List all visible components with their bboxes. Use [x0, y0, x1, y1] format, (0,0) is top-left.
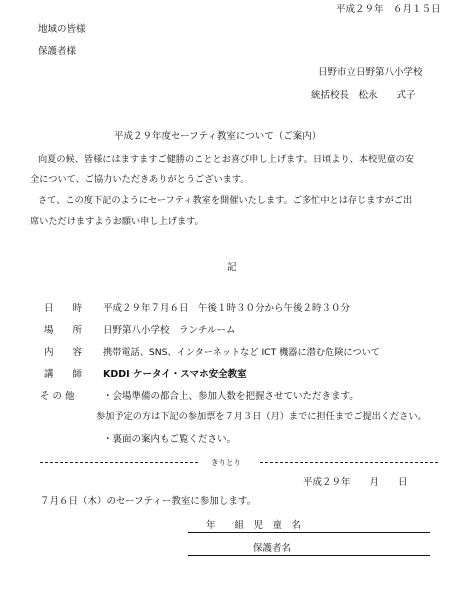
- cut-line-right: [260, 462, 438, 463]
- place-label: 場 所: [44, 325, 83, 336]
- slip-date: 平成２９年 月 日: [303, 477, 408, 488]
- paragraph-1-line-1: 向夏の候、皆様にはますますご健勝のこととお喜び申し上げます。日頃より、本校児童の安: [38, 154, 414, 165]
- place-value: 日野第八小学校 ランチルーム: [103, 325, 236, 336]
- lecturer-label: 講 師: [44, 369, 83, 380]
- content-label: 内 容: [44, 347, 83, 358]
- paragraph-1-line-2: 全について、ご協力いただきありがとうございます。: [30, 174, 250, 185]
- paragraph-2-line-2: 席いただけますようお願い申し上げます。: [30, 216, 204, 227]
- notice-date: 平成２９年 ６月１５日: [336, 4, 441, 15]
- school-name: 日野市立日野第八小学校: [318, 67, 423, 78]
- date-label: 日 時: [44, 303, 83, 314]
- date-value: 平成２９年７月６日 午後１時３０分から午後２時３０分: [103, 303, 351, 314]
- addressee-guardians: 保護者様: [38, 46, 77, 57]
- lecturer-value: KDDI ケータイ・スマホ安全教室: [103, 369, 247, 380]
- cut-line-label: きりとり: [211, 458, 241, 467]
- guardian-name-label: 保護者名: [253, 543, 292, 554]
- student-name-label: 年 組 児 童 名: [206, 520, 302, 531]
- student-name-line: [188, 532, 430, 533]
- cut-line-left: [40, 462, 198, 463]
- paragraph-2-line-1: さて、この度下記のようにセーフティ教室を開催いたします。ご多忙中とは存じますがご出: [38, 195, 413, 206]
- principal-name: 統括校長 松永 式子: [311, 90, 416, 101]
- slip-participation-text: ７月６日（木）のセーフティー教室に参加します。: [40, 496, 257, 507]
- addressee-residents: 地域の皆様: [38, 24, 86, 35]
- other-line-3: ・裏面の案内もご覧ください。: [103, 434, 237, 445]
- document-title: 平成２９年度セーフティ教室について（ご案内）: [114, 131, 322, 142]
- ki-heading: 記: [227, 262, 237, 273]
- other-line-2: 参加予定の方は下記の参加票を７月３日（月）までに担任までご提出ください。: [96, 411, 427, 422]
- content-value: 携帯電話、SNS、インターネットなど ICT 機器に潜む危険について: [103, 347, 380, 358]
- other-label: そ の 他: [40, 391, 75, 402]
- other-line-1: ・会場準備の都合上、参加人数を把握させていただきます。: [103, 391, 359, 402]
- guardian-name-line: [188, 555, 430, 556]
